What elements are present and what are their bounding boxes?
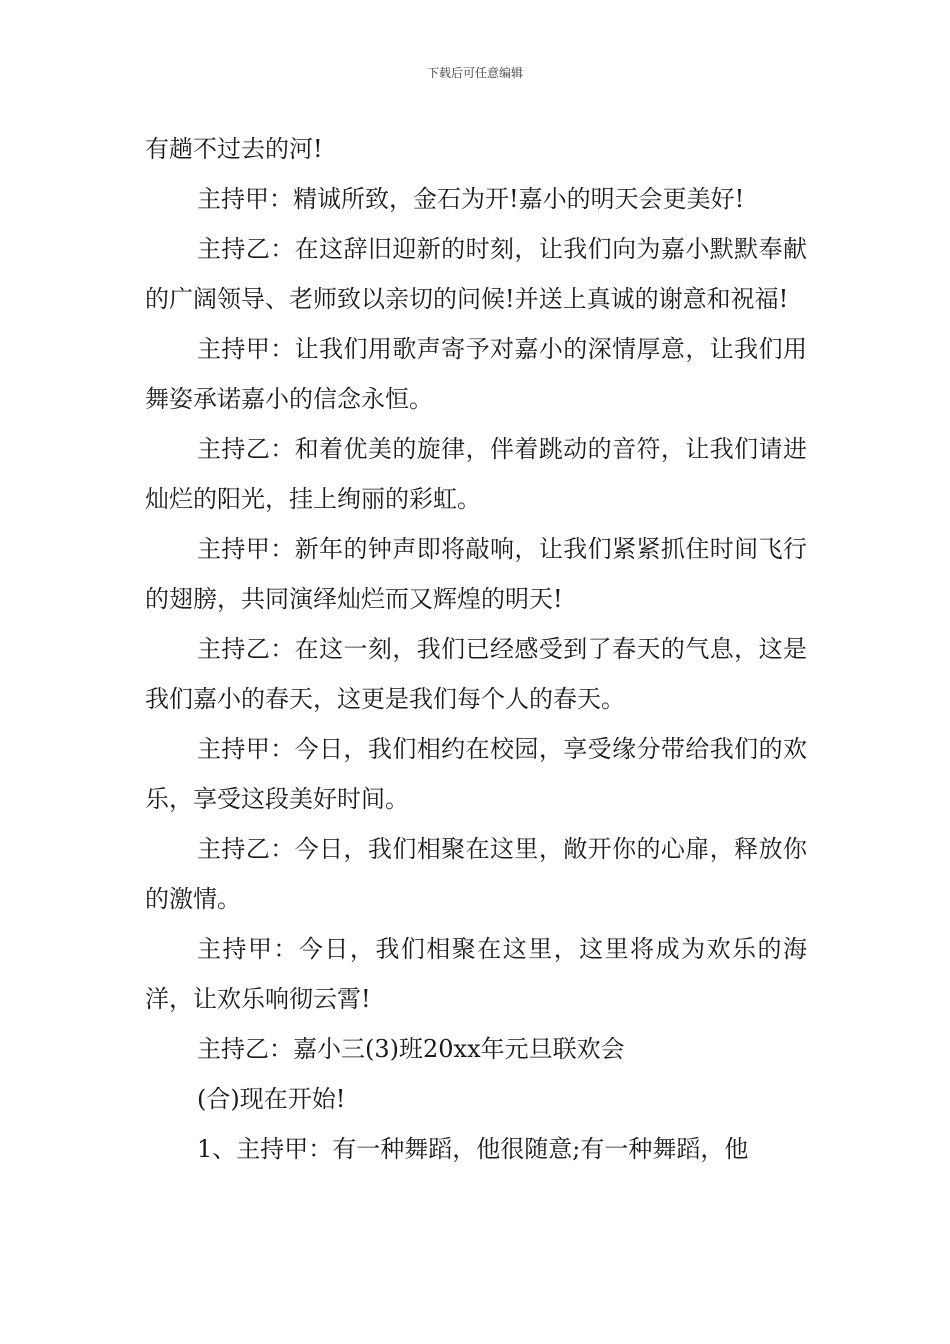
page-header: 下载后可任意编辑 — [426, 66, 523, 80]
paragraph: 主持乙：嘉小三(3)班20xx年元旦联欢会 — [197, 1035, 625, 1063]
paragraph: 主持甲：精诚所致，金石为开!嘉小的明天会更美好! — [197, 185, 745, 213]
paragraph: 1、主持甲：有一种舞蹈，他很随意;有一种舞蹈，他 — [197, 1135, 749, 1163]
paragraph: 主持乙：今日，我们相聚在这里，敞开你的心扉，释放你的激情。 — [145, 835, 807, 913]
paragraph: 有趟不过去的河! — [145, 135, 323, 163]
paragraph: 主持乙：在这一刻，我们已经感受到了春天的气息，这是我们嘉小的春天，这更是我们每个人的春天。 — [145, 635, 807, 713]
paragraph: 主持甲：让我们用歌声寄予对嘉小的深情厚意，让我们用舞姿承诺嘉小的信念永恒。 — [145, 335, 807, 413]
paragraph: (合)现在开始! — [197, 1085, 346, 1113]
document-body — [145, 124, 807, 1174]
paragraph: 主持甲：新年的钟声即将敲响，让我们紧紧抓住时间飞行的翅膀，共同演绎灿烂而又辉煌的明天! — [145, 535, 807, 613]
paragraph: 主持乙：在这辞旧迎新的时刻，让我们向为嘉小默默奉献的广阔领导、老师致以亲切的问候!并送上真诚的谢意和祝福! — [145, 235, 807, 313]
paragraph: 主持甲：今日，我们相约在校园，享受缘分带给我们的欢乐，享受这段美好时间。 — [145, 735, 807, 813]
paragraph: 主持甲：今日，我们相聚在这里，这里将成为欢乐的海洋，让欢乐响彻云霄! — [145, 935, 807, 1013]
paragraph: 主持乙：和着优美的旋律，伴着跳动的音符，让我们请进灿烂的阳光，挂上绚丽的彩虹。 — [145, 435, 807, 513]
